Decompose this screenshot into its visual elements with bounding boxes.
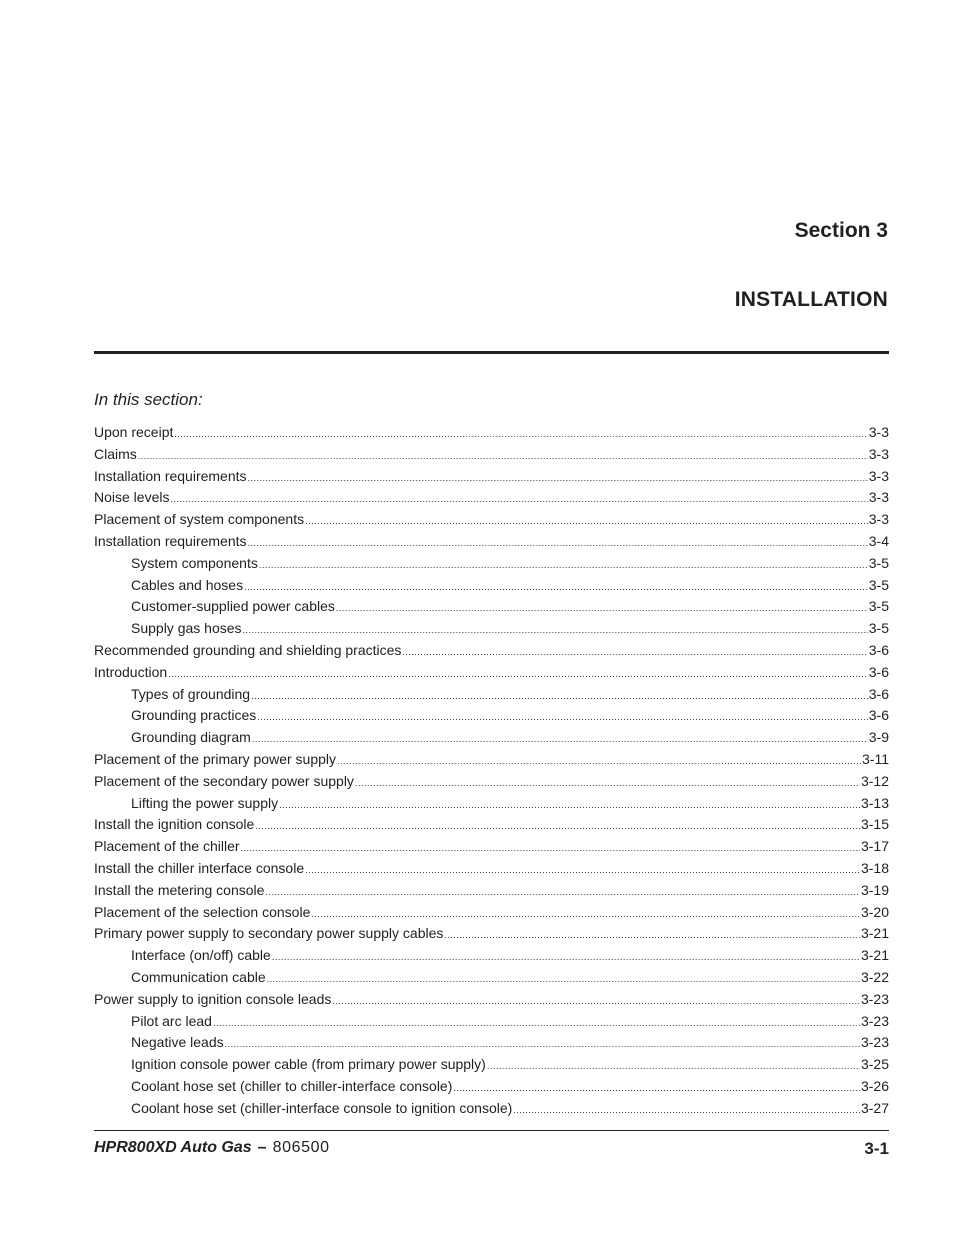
toc-entry[interactable] [94, 487, 889, 509]
toc-entry[interactable] [94, 858, 889, 880]
toc-dot-leader [513, 1100, 860, 1122]
toc-entry-page: 3-6 [868, 685, 889, 702]
toc-entry-title: Upon receipt [94, 424, 174, 440]
toc-entry[interactable] [94, 553, 889, 575]
toc-entry[interactable] [94, 989, 889, 1011]
toc-entry-page: 3-5 [868, 576, 889, 593]
toc-dot-leader [252, 729, 868, 751]
toc-entry[interactable] [94, 509, 889, 531]
toc-dot-leader [336, 598, 868, 620]
toc-entry[interactable] [94, 444, 889, 466]
toc-entry-page: 3-13 [860, 794, 889, 811]
toc-entry-title: Claims [94, 445, 137, 462]
toc-dot-leader [337, 751, 861, 773]
toc-dot-leader [267, 969, 860, 991]
toc-dot-leader [305, 511, 868, 533]
toc-entry-page: 3-27 [860, 1099, 889, 1116]
toc-dot-leader [243, 620, 868, 642]
toc-entry-page: 3-3 [868, 467, 889, 484]
toc-dot-leader [225, 1034, 860, 1056]
toc-entry[interactable] [94, 684, 889, 706]
toc-entry-page: 3-23 [860, 990, 889, 1007]
footer-product [94, 1139, 330, 1157]
toc-entry-title: System components [131, 554, 258, 571]
toc-dot-leader [265, 882, 860, 904]
toc-entry-title: Placement of the secondary power supply [94, 772, 354, 789]
toc-entry[interactable] [94, 967, 889, 989]
toc-dot-leader [248, 533, 868, 555]
toc-entry-page: 3-21 [860, 925, 889, 942]
toc-dot-leader [174, 424, 867, 446]
toc-dot-leader [279, 795, 860, 817]
toc-entry-title: Supply gas hoses [131, 620, 242, 637]
toc-entry-title: Recommended grounding and shielding practices [94, 641, 402, 658]
toc-entry-title: Noise levels [94, 489, 170, 506]
toc-dot-leader [259, 555, 868, 577]
section-number: Section 3 [794, 219, 888, 242]
toc-dot-leader [170, 489, 867, 511]
toc-dot-leader [213, 1013, 860, 1035]
toc-entry[interactable] [94, 596, 889, 618]
toc-dot-leader [453, 1078, 860, 1100]
toc-entry[interactable] [94, 422, 889, 444]
toc-dot-leader [244, 577, 868, 599]
toc-entry-title: Coolant hose set (chiller-interface console to ignition console) [131, 1099, 513, 1116]
toc-entry-title: Placement of the primary power supply [94, 750, 336, 767]
toc-entry-title: Power supply to ignition console leads [94, 990, 332, 1007]
toc-entry-title: Pilot arc lead [131, 1012, 212, 1029]
toc-entry-title: Placement of the chiller [94, 838, 240, 855]
toc-dot-leader [402, 642, 867, 664]
toc-entry-title: Installation requirements [94, 467, 247, 484]
toc-entry-title: Types of grounding [131, 685, 251, 702]
toc-dot-leader [444, 925, 860, 947]
toc-entry-title: Communication cable [131, 968, 266, 985]
toc-entry-title: Cables and hoses [131, 576, 244, 593]
toc-entry[interactable] [94, 531, 889, 553]
toc-entry[interactable] [94, 1032, 889, 1054]
footer-separator: – [257, 1139, 267, 1156]
page-footer [94, 1139, 889, 1161]
toc-entry-page: 3-3 [868, 489, 889, 506]
toc-entry[interactable] [94, 749, 889, 771]
toc-entry[interactable] [94, 1098, 889, 1120]
toc-entry-page: 3-23 [860, 1034, 889, 1051]
toc-entry-page: 3-15 [860, 816, 889, 833]
toc-entry[interactable] [94, 640, 889, 662]
toc-entry[interactable] [94, 705, 889, 727]
footer-doc-number: 806500 [272, 1139, 330, 1156]
toc-entry[interactable] [94, 902, 889, 924]
toc-entry-title: Introduction [94, 663, 168, 680]
toc-entry-page: 3-23 [860, 1012, 889, 1029]
toc-dot-leader [255, 816, 860, 838]
toc-entry-title: Coolant hose set (chiller to chiller-interface console) [131, 1077, 453, 1094]
toc-dot-leader [251, 686, 868, 708]
toc-entry-page: 3-5 [868, 620, 889, 637]
toc-entry[interactable] [94, 836, 889, 858]
toc-entry[interactable] [94, 466, 889, 488]
toc-entry-page: 3-26 [860, 1077, 889, 1094]
toc-dot-leader [138, 446, 868, 468]
toc-dot-leader [272, 947, 860, 969]
toc-entry-page: 3-5 [868, 554, 889, 571]
toc-entry[interactable] [94, 1011, 889, 1033]
toc-entry-page: 3-21 [860, 947, 889, 964]
toc-entry-page: 3-6 [868, 641, 889, 658]
toc-entry-page: 3-4 [868, 532, 889, 549]
toc-dot-leader [311, 904, 860, 926]
toc-entry[interactable] [94, 793, 889, 815]
header-divider [94, 351, 889, 354]
toc-entry[interactable] [94, 945, 889, 967]
toc-entry-page: 3-3 [868, 424, 889, 440]
toc-entry-title: Install the metering console [94, 881, 265, 898]
toc-entry[interactable] [94, 1054, 889, 1076]
toc-entry-title: Interface (on/off) cable [131, 947, 271, 964]
toc-entry-page: 3-12 [860, 772, 889, 789]
toc-entry-page: 3-19 [860, 881, 889, 898]
footer-page-number: 3-1 [864, 1139, 889, 1158]
toc-dot-leader [355, 773, 860, 795]
toc-entry-title: Grounding practices [131, 707, 257, 724]
toc-entry-title: Install the ignition console [94, 816, 255, 833]
toc-entry[interactable] [94, 727, 889, 749]
toc-dot-leader [305, 860, 860, 882]
toc-entry[interactable] [94, 618, 889, 640]
toc-entry-title: Customer-supplied power cables [131, 598, 335, 615]
toc-dot-leader [332, 991, 860, 1013]
toc-entry-title: Placement of system components [94, 511, 305, 528]
toc-entry-page: 3-22 [860, 968, 889, 985]
toc-entry[interactable] [94, 814, 889, 836]
toc-entry[interactable] [94, 880, 889, 902]
footer-divider [94, 1130, 889, 1131]
toc-entry-page: 3-9 [868, 729, 889, 746]
toc-dot-leader [248, 468, 868, 490]
toc-dot-leader [241, 838, 860, 860]
toc-entry-title: Installation requirements [94, 532, 247, 549]
toc-entry-title: Primary power supply to secondary power supply cables [94, 925, 444, 942]
toc-entry-title: Ignition console power cable (from primary power supply) [131, 1056, 486, 1073]
toc-entry-page: 3-25 [860, 1056, 889, 1073]
toc-entry-title: Placement of the selection console [94, 903, 311, 920]
toc-entry[interactable] [94, 923, 889, 945]
toc-entry-title: Grounding diagram [131, 729, 251, 746]
toc-entry-page: 3-6 [868, 707, 889, 724]
toc-intro: In this section: [94, 390, 203, 409]
toc-entry[interactable] [94, 575, 889, 597]
section-title: INSTALLATION [734, 288, 888, 311]
toc-dot-leader [168, 664, 868, 686]
toc-entry-page: 3-3 [868, 511, 889, 528]
toc-entry-page: 3-11 [862, 750, 889, 767]
toc-entry-title: Install the chiller interface console [94, 859, 305, 876]
toc-entry-page: 3-6 [868, 663, 889, 680]
toc-entry-page: 3-20 [860, 903, 889, 920]
toc-entry[interactable] [94, 771, 889, 793]
toc-dot-leader [257, 707, 867, 729]
footer-product-name: HPR800XD Auto Gas [94, 1139, 252, 1156]
toc-entry-page: 3-17 [860, 838, 889, 855]
toc-entry-title: Negative leads [131, 1034, 224, 1051]
toc-entry[interactable] [94, 662, 889, 684]
toc-dot-leader [487, 1056, 860, 1078]
toc-entry-page: 3-3 [868, 445, 889, 462]
table-of-contents [94, 422, 889, 1120]
toc-entry-title: Lifting the power supply [131, 794, 279, 811]
toc-entry-page: 3-5 [868, 598, 889, 615]
toc-entry[interactable] [94, 1076, 889, 1098]
toc-entry-page: 3-18 [860, 859, 889, 876]
